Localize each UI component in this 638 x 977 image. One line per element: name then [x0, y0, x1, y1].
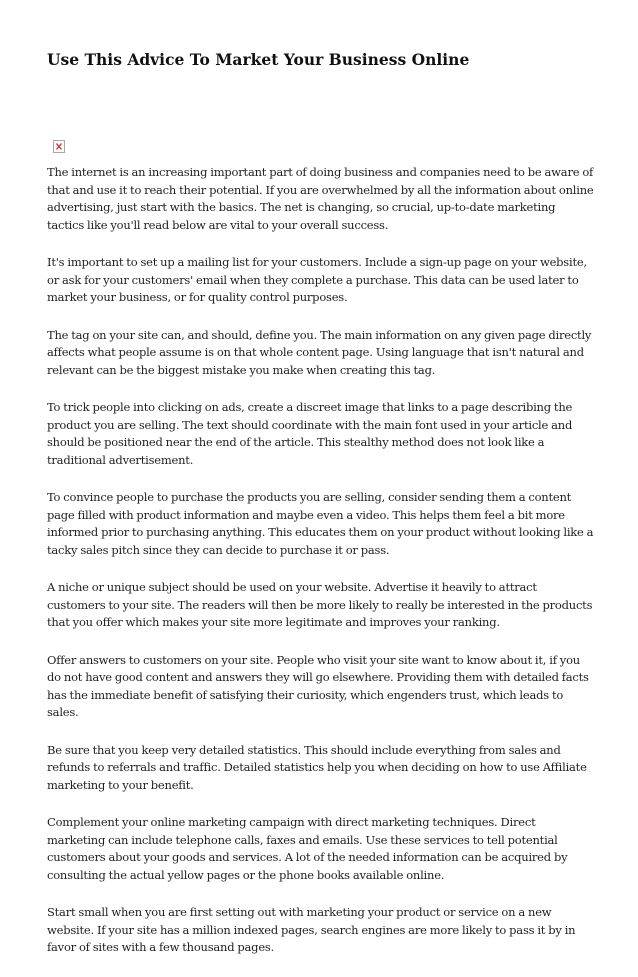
paragraph-2: It's important to set up a mailing list for your customers. Include a sign-up page on your website, or ask for your customers' email when they complete a purchase. This data can be used later to market your business, or for quality control purposes.	[47, 255, 587, 304]
paragraph-6: A niche or unique subject should be used on your website. Advertise it heavily to attract customers to your site. The readers will then be more likely to really be interested in the products that you offer which makes your site more legitimate and improves your ranking.	[47, 580, 593, 629]
paragraph-5: To convince people to purchase the products you are selling, consider sending them a content page filled with product information and maybe even a video. This helps them feel a bit more informed prior to purchasing anything. This educates them on your product without looking like a tacky sales pitch since they can decide to purchase it or pass.	[47, 490, 594, 557]
paragraph-8: Be sure that you keep very detailed statistics. This should include everything from sales and refunds to referrals and traffic. Detailed statistics help you when deciding on how to use Affiliate marketing to your benefit.	[47, 742, 587, 792]
paragraph-3: The tag on your site can, and should, define you. The main information on any given page directly affects what people assume is on that whole content page. Using language that isn't natural and relevant can be the biggest mistake you make when creating this tag.	[47, 327, 592, 377]
paragraph-9: Complement your online marketing campaign with direct marketing techniques. Direct marketing can include telephone calls, faxes and emails. Use these services to tell potential customers about your goods and services. A lot of the needed information can be acquired by consulting the actual yellow pages or the phone books available online.	[47, 815, 568, 882]
broken-image-x-icon	[56, 143, 62, 150]
paragraph-4: To trick people into clicking on ads, create a discreet image that links to a page describing the product you are selling. The text should coordinate with the main font used in your article and should be positioned near the end of the article. This stealthy method does not look like a traditional advertisement.	[47, 400, 573, 467]
paragraph-1: The internet is an increasing important part of doing business and companies need to be aware of that and use it to reach their potential. If you are overwhelmed by all the information about online advertising, just start with the basics. The net is changing, so crucial, up-to-date marketing tactics like you'll read below are vital to your overall success.	[47, 165, 594, 232]
article-body	[47, 164, 595, 977]
paragraph-7: Offer answers to customers on your site. People who visit your site want to know about it, if you do not have good content and answers they will go elsewhere. Providing them with detailed facts has the immediate benefit of satisfying their curiosity, which engenders trust, which leads to sales.	[47, 652, 589, 719]
page-title: Use This Advice To Market Your Business Online	[47, 50, 470, 69]
broken-image-icon	[53, 140, 65, 153]
paragraph-10: Start small when you are first setting out with marketing your product or service on a new website. If your site has a million indexed pages, search engines are more likely to pass it by in favor of sites with a few thousand pages.	[47, 905, 576, 954]
